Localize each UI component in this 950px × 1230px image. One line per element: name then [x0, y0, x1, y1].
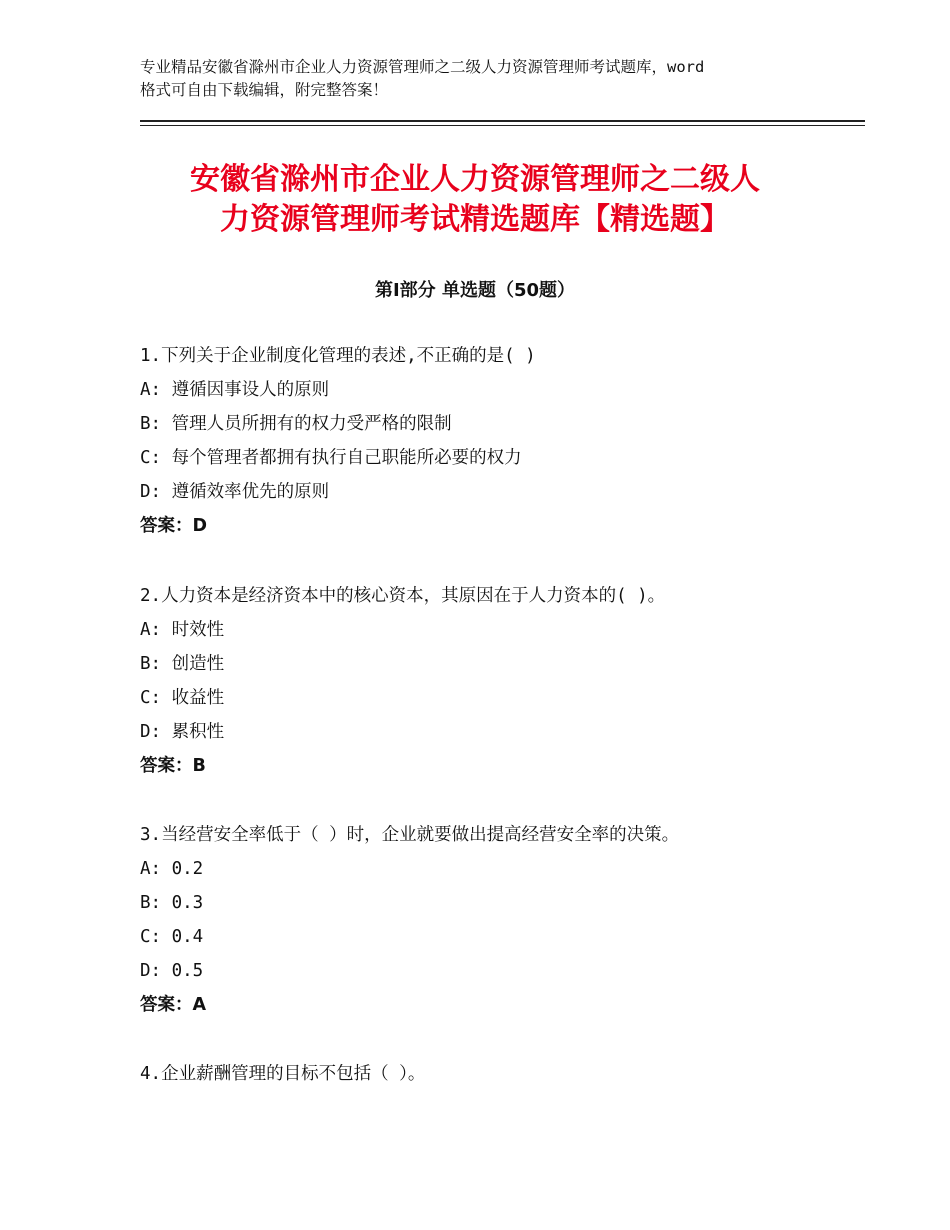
header-note-line-2: 格式可自由下载编辑，附完整答案！	[140, 81, 389, 99]
option-c: C: 每个管理者都拥有执行自己职能所必要的权力	[140, 448, 522, 468]
question-3	[140, 818, 860, 1022]
option-d: D: 遵循效率优先的原则	[140, 482, 330, 502]
option-b: B: 0.3	[140, 893, 204, 913]
section-heading: 第Ⅰ部分 单选题（50题）	[374, 280, 575, 301]
option-a: A: 遵循因事设人的原则	[140, 380, 330, 400]
option-d: D: 0.5	[140, 961, 204, 981]
option-c: C: 0.4	[140, 927, 204, 947]
question-2	[140, 579, 860, 783]
question-1	[140, 339, 860, 543]
header-rule-thick	[140, 120, 865, 122]
question-stem: 2.人力资本是经济资本中的核心资本，其原因在于人力资本的( )。	[140, 586, 666, 606]
option-b: B: 创造性	[140, 654, 225, 674]
question-4	[140, 1057, 860, 1091]
option-a: A: 0.2	[140, 859, 204, 879]
question-stem: 1.下列关于企业制度化管理的表述,不正确的是( )	[140, 346, 536, 366]
option-c: C: 收益性	[140, 688, 225, 708]
document-title	[100, 160, 850, 240]
document-title-line-2: 力资源管理师考试精选题库【精选题】	[220, 202, 730, 237]
question-stem: 4.企业薪酬管理的目标不包括（ ）。	[140, 1064, 426, 1084]
answer-label: 答案：A	[140, 995, 207, 1015]
header-rule-thin	[140, 125, 865, 126]
option-d: D: 累积性	[140, 722, 225, 742]
document-title-line-1: 安徽省滁州市企业人力资源管理师之二级人	[190, 162, 760, 197]
answer-label: 答案：D	[140, 516, 208, 536]
option-b: B: 管理人员所拥有的权力受严格的限制	[140, 414, 452, 434]
header-note-line-1: 专业精品安徽省滁州市企业人力资源管理师之二级人力资源管理师考试题库，word	[140, 58, 705, 76]
question-stem: 3.当经营安全率低于（ ）时，企业就要做出提高经营安全率的决策。	[140, 825, 680, 845]
answer-label: 答案：B	[140, 756, 206, 776]
option-a: A: 时效性	[140, 620, 225, 640]
header-note	[140, 56, 830, 102]
